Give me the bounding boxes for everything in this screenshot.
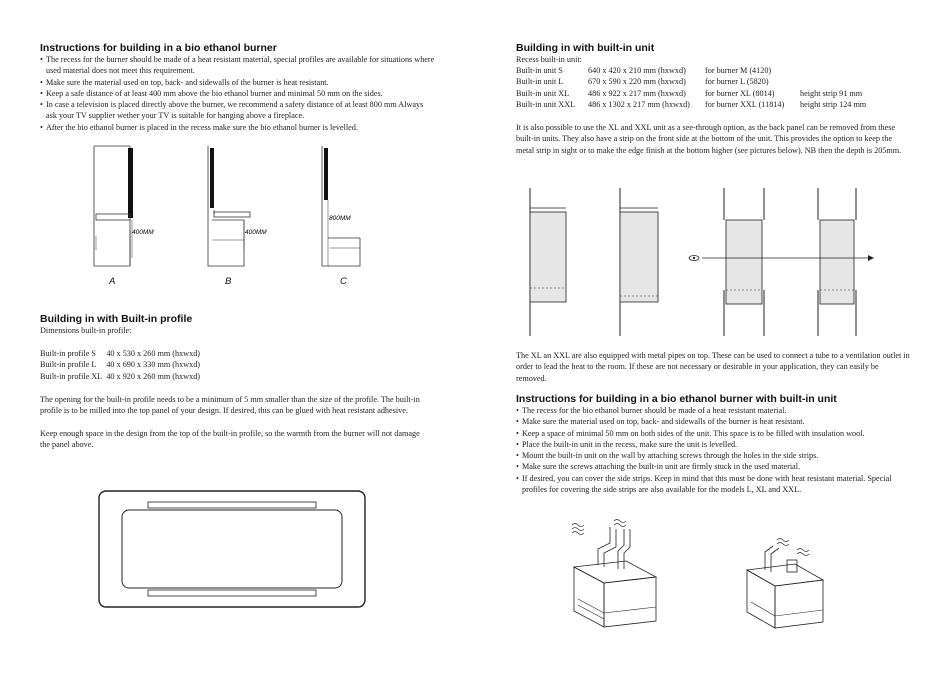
table-cell: 486 x 922 x 217 mm (hxwxd) — [588, 88, 686, 98]
table-cell: height strip 124 mm — [800, 99, 867, 109]
unit-drawing-3 — [724, 188, 764, 336]
profile-paragraph-2: Keep enough space in the design from the top of the built-in profile, so the warmth from the burner will not damage the panel above. — [40, 429, 420, 450]
table-cell: Built-in unit XXL — [516, 99, 576, 109]
table-cell: 640 x 420 x 210 mm (hxwxd) — [588, 66, 686, 75]
dimension-label-c: 800MM — [329, 215, 351, 222]
unit-drawing-1 — [530, 188, 566, 336]
bullet-item: • Place the built-in unit in the recess, make sure the unit is levelled. — [516, 439, 910, 450]
table-cell: 486 x 1302 x 217 mm (hxwxd) — [588, 99, 690, 109]
table-row — [516, 99, 866, 110]
table-cell: for burner XL (8014) — [705, 88, 775, 98]
right-page — [475, 0, 950, 674]
profile-dimensions-heading: Dimensions built-in profile: — [40, 326, 132, 335]
table-cell: Built-in profile XL — [40, 371, 103, 381]
section-title-built-in-unit-instructions: Instructions for building in a bio ethanol burner with built-in unit — [516, 393, 837, 405]
instructions-bullet-list — [40, 54, 435, 133]
table-cell — [800, 65, 866, 76]
table-cell: for burner M (4120) — [705, 66, 772, 75]
recess-heading: Recess built-in unit: — [516, 55, 582, 64]
diagram-c — [316, 140, 376, 268]
table-row — [40, 348, 200, 359]
table-row — [516, 76, 866, 87]
table-cell: for burner L (5820) — [705, 77, 769, 87]
table-cell: 670 x 590 x 220 mm (hxwxd) — [588, 77, 686, 87]
bullet-item: • Make sure the material used on top, back- and sidewalls of the burner is heat resistant. — [40, 77, 435, 88]
bullet-item: • If desired, you can cover the side strips. Keep in mind that this must be done with heat resistant material. Special profiles for covering the side strips are also available for the models L, XL and XXL. — [516, 473, 910, 496]
diagram-a — [88, 140, 154, 268]
table-row — [516, 65, 866, 76]
table-cell — [800, 76, 866, 87]
figure-caption-b: B — [225, 276, 232, 287]
diagram-b — [200, 140, 270, 268]
section-title-built-in-profile: Building in with Built-in profile — [40, 313, 193, 325]
bullet-item: • Mount the built-in unit on the wall by attaching screws through the holes in the side strips. — [516, 450, 910, 461]
table-row — [516, 88, 866, 99]
bullet-item: • Make sure the material used on top, back- and sidewalls of the burner is heat resistant. — [516, 416, 910, 427]
table-cell: Built-in profile S — [40, 349, 96, 358]
bullet-item: • The recess for the bio ethanol burner should be made of a heat resistant material. — [516, 405, 910, 416]
dimension-label-b: 400MM — [245, 229, 267, 236]
table-row — [40, 359, 200, 370]
pipes-paragraph: The XL an XXL are also equipped with metal pipes on top. These can be used to connect a tube to a ventilation outlet in order to lead the heat to the room. If these are not necessary or desirable in your application, they can easily be removed. — [516, 351, 910, 383]
bullet-item: • After the bio ethanol burner is placed in the recess make sure the bio ethanol burner is levelled. — [40, 122, 435, 133]
table-cell: Built-in profile L — [40, 360, 97, 370]
figure-caption-c: C — [340, 276, 347, 287]
bullet-item: • In case a television is placed directly above the burner, we recommend a safety distance of at least 800 mm Always ask your TV supplier wether your TV is suitable for hanging above a fireplace. — [40, 99, 429, 122]
unit-drawing-2 — [620, 188, 658, 336]
section-title-built-in-unit: Building in with built-in unit — [516, 42, 655, 54]
unit-with-pipes-drawing — [743, 530, 833, 642]
eye-icon — [689, 256, 699, 261]
dimension-label-a: 400MM — [132, 229, 154, 236]
figure-caption-a: A — [109, 276, 116, 287]
table-cell: Built-in unit XL — [516, 88, 570, 98]
table-cell: for burner XXL (11814) — [705, 99, 785, 109]
table-cell: height strip 91 mm — [800, 88, 863, 98]
built-in-unit-table — [516, 65, 866, 110]
table-cell: 40 x 530 x 260 mm (hxwxd) — [106, 349, 201, 358]
bullet-item: • Make sure the screws attaching the built-in unit are firmly stuck in the used material. — [516, 461, 910, 472]
bullet-item: • Keep a safe distance of at least 400 mm above the bio ethanol burner and minimal 50 mm on the sides. — [40, 88, 435, 99]
unit-drawing-4 — [818, 188, 856, 336]
table-cell: Built-in unit L — [516, 77, 564, 87]
built-in-profile-drawing — [96, 488, 368, 610]
bullet-item: • Keep a space of minimal 50 mm on both sides of the unit. This space is to be filled with insulation wool. — [516, 428, 910, 439]
see-through-paragraph: It is also possible to use the XL and XXL unit as a see-through option, as the back panel can be removed from these built-in units. They also have a strip on the front side at the bottom of the unit. This provides the option to keep the metal strip in sight or to make the edge finish at the bottom higher (see pictures below). NB then the depth is 205mm. — [516, 123, 902, 155]
bullet-item: • The recess for the burner should be made of a heat resistant material, special profiles are available for situations where used material does not meet this requirement. — [40, 54, 435, 77]
table-cell: 40 x 920 x 260 mm (hxwxd) — [106, 371, 201, 381]
table-cell: 40 x 690 x 330 mm (hxwxd) — [106, 360, 201, 370]
profile-paragraph: The opening for the built-in profile needs to be a minimum of 5 mm smaller than the size of the profile. The built-in profile is to be milled into the top panel of your design. If desired, this can be glued with heat resistant adhesive. — [40, 395, 420, 416]
unit-section-drawings — [516, 186, 916, 340]
unit-with-vent-ducts-drawing — [570, 515, 670, 643]
table-row — [40, 371, 200, 382]
profile-dimensions-table — [40, 348, 200, 382]
arrow-head-icon — [868, 255, 874, 261]
table-cell: Built-in unit S — [516, 66, 563, 75]
section-title-instructions: Instructions for building in a bio ethanol burner — [40, 42, 277, 54]
unit-instructions-bullet-list — [516, 405, 910, 495]
